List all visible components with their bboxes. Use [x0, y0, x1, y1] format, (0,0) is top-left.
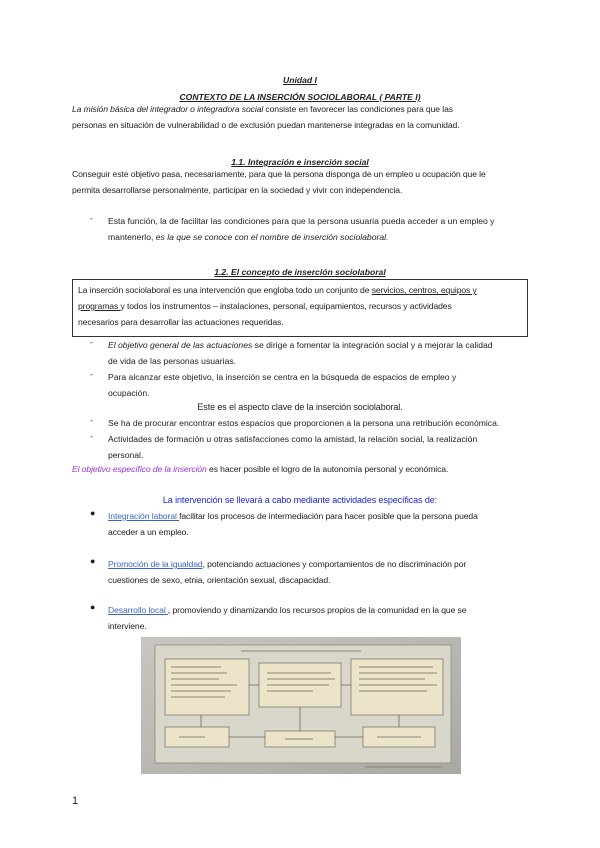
activity-text: , promoviendo y dinamizando los recursos propios de la comunidad en la que se [167, 605, 467, 615]
dash-marker: - [90, 415, 93, 425]
dash-marker: - [90, 213, 93, 223]
s1-dash-line2: mantenerlo, [108, 232, 156, 242]
s1-dash-italic: es la que se conoce con el nombre de inserción sociolaboral. [155, 232, 389, 242]
intro-line2: personas en situación de vulnerabilidad o de exclusión puedan mantenerse integradas en la comunidad. [72, 120, 460, 130]
page-number: 1 [72, 795, 79, 807]
activity-link-integracion[interactable]: Integración laboral [108, 511, 180, 521]
s2-item1-line2: de vida de las personas usuarias. [108, 356, 237, 366]
dash-marker: - [90, 337, 93, 347]
activity-text-2: cuestiones de sexo, etnia, orientación sexual, discapacidad. [108, 575, 331, 585]
bullet-icon: ● [90, 556, 96, 566]
activity-link-desarrollo[interactable]: Desarrollo local [108, 605, 168, 615]
activity-text: facilitar los procesos de intermediación para hacer posible que la persona pueda [179, 511, 478, 521]
s2-item2-line2: ocupación. [108, 388, 150, 398]
s2-item4-line2: personal. [108, 450, 144, 460]
specific-rest: es hacer posible el logro de la autonomía personal y económica. [206, 464, 449, 474]
s1-dash-line1: Esta función, la de facilitar las condiciones para que la persona usuaria pueda acceder a un empleo y [108, 216, 495, 226]
s2-item4-line1: Actividades de formación u otras satisfacciones como la amistad, la relación social, la realización [108, 434, 478, 444]
s2-item1-rest: se dirige a fomentar la integración social y a mejorar la calidad [252, 340, 493, 350]
unit-title: Unidad I [283, 75, 317, 85]
definition-text [78, 282, 524, 330]
s2-item-1 [108, 337, 538, 369]
bullet-icon: ● [90, 508, 96, 518]
intro-italic: La misión básica del integrador o integradora social [72, 104, 264, 114]
activities-heading: La intervención se llevará a cabo mediante actividades específicas de: [162, 495, 438, 505]
activity-item [108, 508, 538, 540]
dash-marker: - [90, 369, 93, 379]
s2-item1-italic: El objetivo general de las actuaciones [108, 340, 253, 350]
def-line3: necesarios para desarrollar las actuaciones requeridas. [78, 317, 284, 327]
bullet-icon: ● [90, 602, 96, 612]
def-line2: y todos los instrumentos – instalaciones, personal, equipamientos, recursos y actividades [120, 301, 452, 311]
section-1-heading: 1.1. Integración e inserción social [231, 157, 369, 167]
intro-line1: consiste en favorecer las condiciones para que las [263, 104, 453, 114]
s1-dash-item [108, 213, 548, 245]
s1-line1: Conseguir este objetivo pasa, necesariamente, para que la persona disponga de un empleo u ocupación que le [72, 169, 486, 179]
specific-objective [72, 461, 542, 477]
key-aspect: Este es el aspecto clave de la inserción sociolaboral. [197, 402, 403, 412]
activity-link-igualdad[interactable]: Promoción de la igualdad [108, 559, 203, 569]
specific-purple: El objetivo específico de la inserción [72, 464, 207, 474]
activity-text-2: interviene. [108, 621, 147, 631]
s2-item-3: Se ha de procurar encontrar estos espacios que proporcionen a la persona una retribución económica. [108, 418, 500, 428]
section-2-heading: 1.2. El concepto de inserción sociolaboral [214, 267, 386, 277]
s2-item2-line1: Para alcanzar este objetivo, la inserción se centra en la búsqueda de espacios de empleo y [108, 372, 457, 382]
def-underlined-2: programas [78, 301, 121, 311]
intro-paragraph [72, 101, 532, 133]
activity-item [108, 556, 538, 588]
activity-text: , potenciando actuaciones y comportamientos de no discriminación por [202, 559, 467, 569]
def-underlined-1: servicios, centros, equipos y [371, 285, 477, 295]
activity-text-2: acceder a un empleo. [108, 527, 189, 537]
s2-item-4 [108, 431, 528, 463]
activity-item [108, 602, 538, 634]
dash-marker: - [90, 431, 93, 441]
def-line1: La inserción sociolaboral es una intervención que engloba todo un conjunto de [78, 285, 372, 295]
context-heading: CONTEXTO DE LA INSERCIÓN SOCIOLABORAL ( PARTE I) [179, 92, 421, 102]
diagram-photo [141, 637, 461, 774]
s1-line2: permita desarrollarse personalmente, participar en la sociedad y vivir con independencia. [72, 185, 403, 195]
s2-item-2 [108, 369, 528, 401]
section-1-paragraph [72, 166, 542, 198]
